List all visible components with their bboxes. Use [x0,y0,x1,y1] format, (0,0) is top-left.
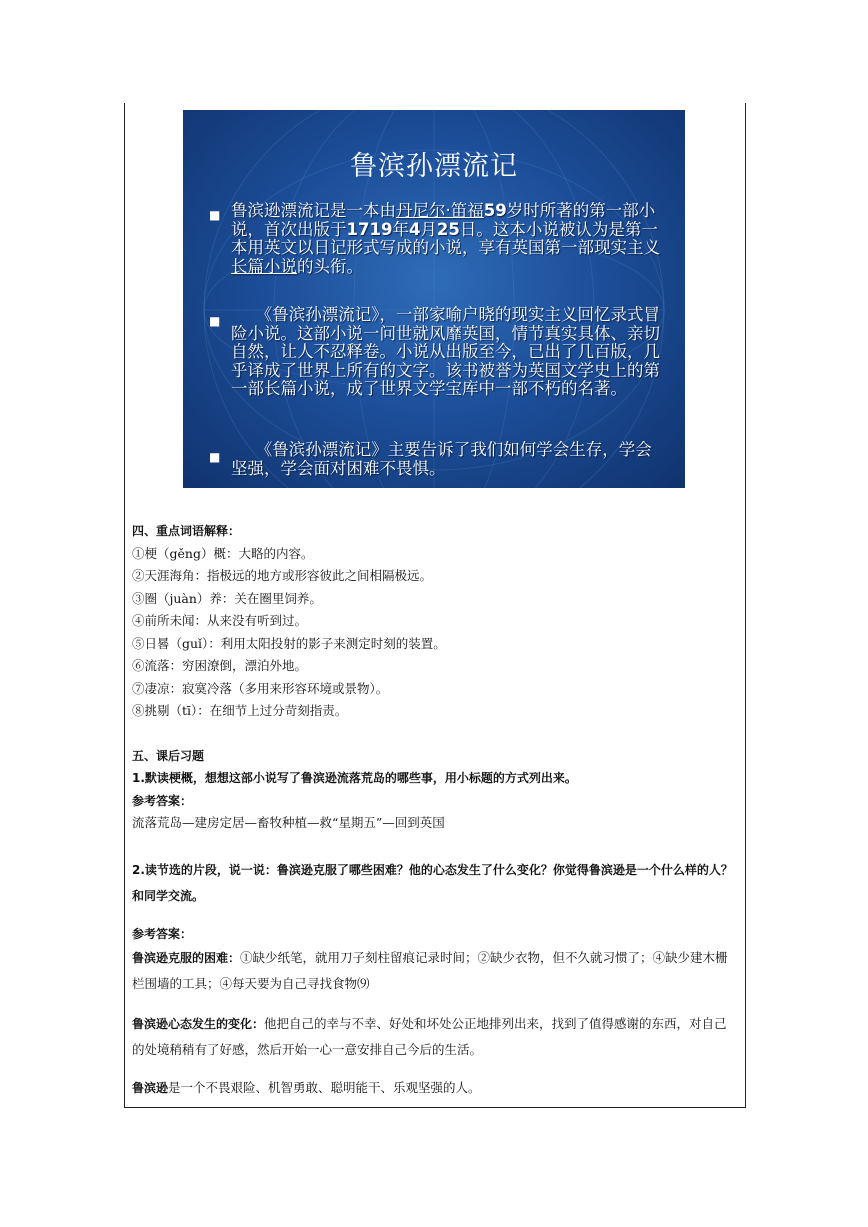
answer-difficulties: 鲁滨逊克服的困难：①缺少纸笔，就用刀子刻柱留痕记录时间；②缺少衣物，但不久就习惯了；④缺少建木栅栏围墙的工具；④每天要为自己寻找食物⑼ [132,950,728,991]
question-2: 2.读节选的片段，说一说：鲁滨逊克服了哪些困难？他的心态发生了什么变化？你觉得鲁滨逊是一个什么样的人？和同学交流。 [132,862,733,903]
answer-label-2: 参考答案： [132,926,193,941]
document-body [132,520,738,1100]
answer-mood: 鲁滨逊心态发生的变化：他把自己的幸与不幸、好处和坏处公正地排列出来，找到了值得感谢的东西，对自己的处境稍稍有了好感，然后开始一心一意安排自己今后的生活。 [132,1016,727,1057]
square-bullet-icon: ■ [209,450,221,464]
slide-title: 鲁滨孙漂流记 [350,151,518,182]
slide-bullet-3: 《鲁滨孙漂流记》主要告诉了我们如何学会生存，学会坚强，学会面对困难不畏惧。 [231,440,652,478]
vocab-item: ③圈（juàn）养：关在圈里饲养。 [132,590,322,606]
section-heading-exercise: 五、课后习题 [132,748,205,763]
vocab-item: ⑦凄凉：寂寞冷落（多用来形容环境或景物）。 [132,680,389,696]
slide-bullet-2: 《鲁滨孙漂流记》，一部家喻户晓的现实主义回忆录式冒险小说。这部小说一问世就风靡英国，情节真实具体、亲切自然，让人不忍释卷。小说从出版至今，已出了几百版，几乎译成了世界上所有的文字。该书被誉为英国文学史上的第一部长篇小说，成了世界文学宝库中一部不朽的名著。 [231,305,660,398]
square-bullet-icon: ■ [209,208,221,222]
author-name: 丹尼尔·笛福 [396,201,484,220]
slide-bullet-1: 鲁滨逊漂流记是一本由丹尼尔·笛福59岁时所著的第一部小说，首次出版于1719年4月25日。这本小说被认为是第一本用英文以日记形式写成的小说，享有英国第一部现实主义长篇小说的头衔。 [231,201,660,276]
square-bullet-icon: ■ [209,314,221,328]
vocab-item: ⑤日晷（guǐ）：利用太阳投射的影子来测定时刻的装置。 [132,635,446,651]
vocab-item: ⑧挑剔（tī）：在细节上过分苛刻指责。 [132,703,348,718]
vocab-item: ②天涯海角：指极远的地方或形容彼此之间相隔极远。 [132,568,433,583]
slide-image [183,110,685,488]
answer-label-1: 参考答案： [132,793,193,808]
vocab-item: ⑥流落：穷困潦倒，漂泊外地。 [132,658,308,673]
answer-person: 鲁滨逊是一个不畏艰险、机智勇敢、聪明能干、乐观坚强的人。 [132,1080,481,1095]
answer-1: 流落荒岛—建房定居—畜牧种植—救“星期五”—回到英国 [132,815,445,830]
section-heading-vocab: 四、重点词语解释： [132,524,241,538]
question-1: 1.默读梗概，想想这部小说写了鲁滨逊流落荒岛的哪些事，用小标题的方式列出来。 [132,771,577,785]
vocab-item: ④前所未闻：从来没有听到过。 [132,613,308,628]
vocab-item: ①梗（gěng）概：大略的内容。 [132,545,314,561]
